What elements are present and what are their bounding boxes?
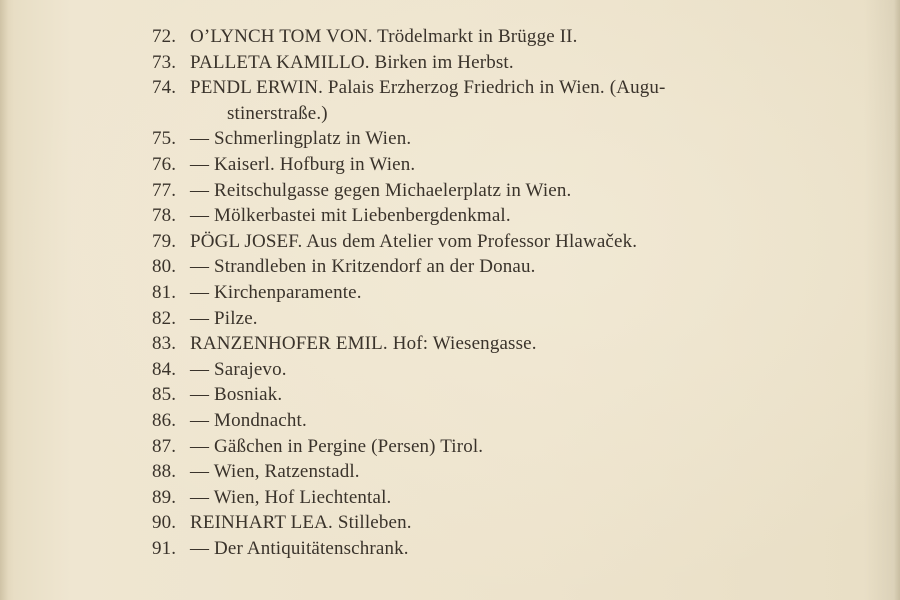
entry-text: — Pilze. [190,307,258,329]
catalog-entry [152,536,666,562]
entry-number: 80. [152,256,177,278]
entry-text: REINHART LEA. Stilleben. [190,512,412,534]
entry-text: — Mölkerbastei mit Liebenbergdenkmal. [190,205,511,227]
entry-text: — Wien, Ratzenstadl. [190,461,360,483]
entry-number: 86. [152,409,177,431]
entry-number: 74. [152,77,177,99]
catalog-entry [152,178,666,204]
catalog-entry [152,331,666,357]
entry-text: — Strandleben in Kritzendorf an der Donau. [190,256,536,278]
entry-number: 82. [152,307,177,329]
catalog-entry [152,50,666,76]
catalog-entry [152,152,666,178]
entry-continuation: stinerstraße.) [227,102,328,124]
catalog-entry [152,485,666,511]
catalog-entry [152,434,666,460]
catalog-entry [152,24,666,50]
entry-number: 85. [152,384,177,406]
entry-number: 88. [152,461,177,483]
entry-number: 78. [152,205,177,227]
entry-number: 81. [152,281,177,303]
entry-number: 72. [152,26,177,47]
entry-text: — Gäßchen in Pergine (Persen) Tirol. [190,435,484,457]
entry-number: 77. [152,179,177,201]
catalog-entry [152,280,666,306]
catalog-entry [152,306,666,332]
entry-number: 75. [152,128,177,150]
page-binding-edge [0,0,14,600]
entry-text: RANZENHOFER EMIL. Hof: Wiesengasse. [190,333,537,355]
catalog-entry [152,459,666,485]
catalog-entry [152,254,666,280]
entry-text: — Kirchenparamente. [190,281,362,303]
catalog-entry [152,229,666,255]
entry-text: — Reitschulgasse gegen Michaelerplatz in Wien. [190,179,572,201]
catalog-entry [152,510,666,536]
entry-number: 87. [152,435,177,457]
entry-text: — Sarajevo. [190,358,287,380]
entry-number: 76. [152,153,177,175]
entry-number: 79. [152,230,177,252]
catalog-entry [152,203,666,229]
catalog-entry [152,126,666,152]
catalog-entry [152,408,666,434]
entry-text: PENDL ERWIN. Palais Erzherzog Friedrich in Wien. (Augu- [190,77,666,99]
entry-text: PALLETA KAMILLO. Birken im Herbst. [190,51,514,73]
catalog-entry [152,357,666,383]
catalog-entry [152,382,666,408]
catalog-entry-list [152,24,666,561]
entry-number: 90. [152,512,177,534]
entry-text: — Mondnacht. [190,409,307,431]
entry-number: 83. [152,333,177,355]
entry-text: — Bosniak. [190,384,283,406]
entry-text: — Der Antiquitätenschrank. [190,537,409,559]
entry-number: 73. [152,51,177,73]
page-right-edge [894,0,900,600]
catalog-entry [152,75,666,126]
entry-number: 91. [152,537,177,559]
entry-text: — Schmerlingplatz in Wien. [190,128,412,150]
entry-text: — Wien, Hof Liechtental. [190,486,392,508]
entry-text: O’LYNCH TOM VON. Trödelmarkt in Brügge II. [190,26,578,47]
entry-text: — Kaiserl. Hofburg in Wien. [190,153,416,175]
entry-number: 84. [152,358,177,380]
entry-number: 89. [152,486,177,508]
entry-text: PÖGL JOSEF. Aus dem Atelier vom Professor Hlawaček. [190,230,638,252]
